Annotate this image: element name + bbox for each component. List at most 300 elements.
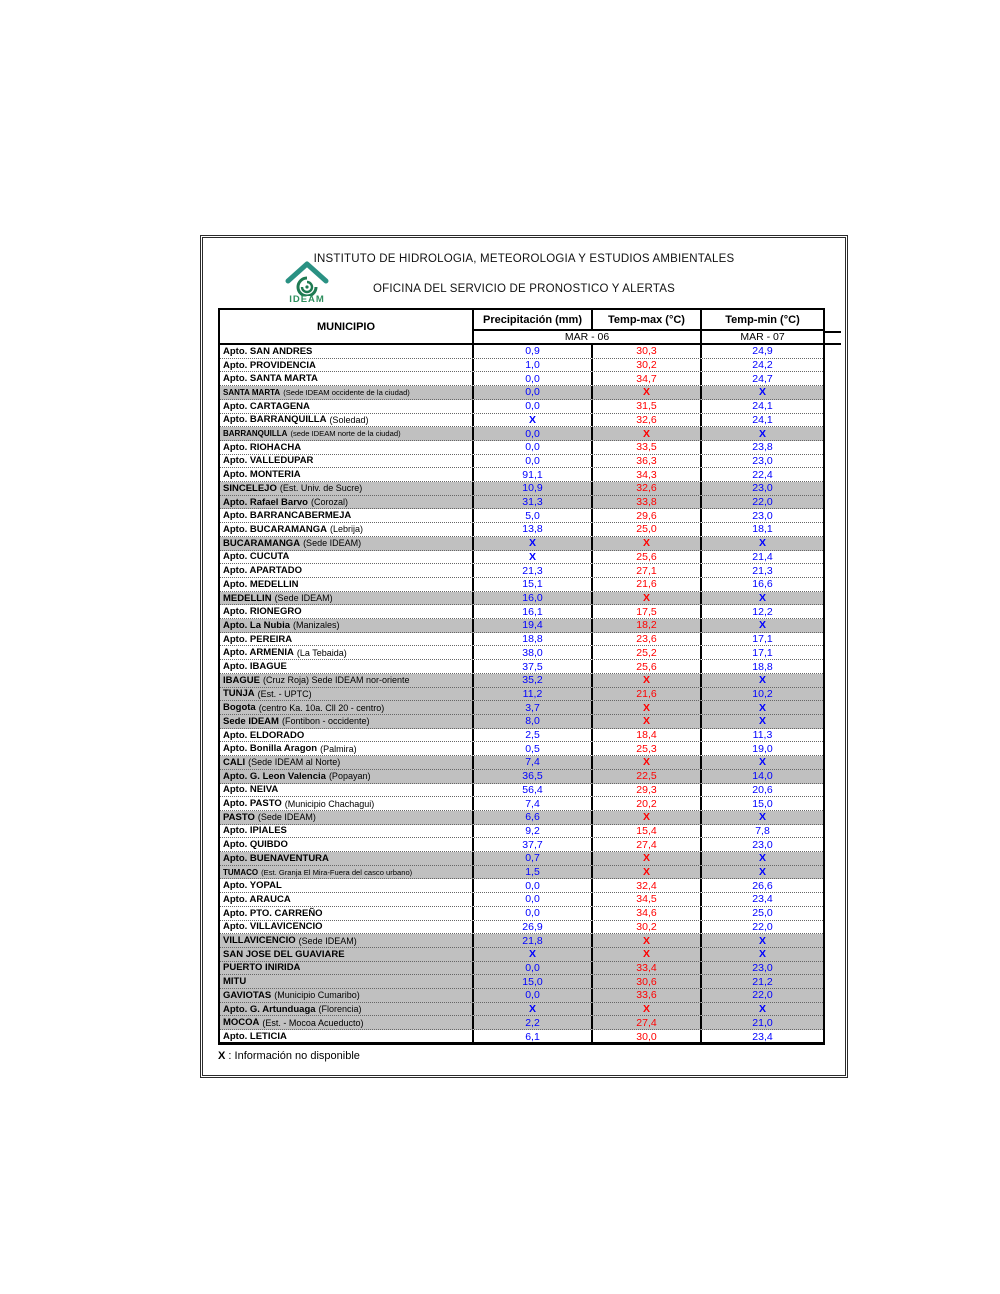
municipio-cell: [220, 838, 474, 851]
temp-max-value: 29,6: [593, 509, 702, 522]
municipio-note: (Municipio Chachagui): [284, 798, 375, 809]
table-header-row1: [474, 310, 823, 331]
temp-min-value: 17,1: [752, 633, 773, 646]
precipitacion-value: 31,3: [474, 496, 593, 509]
municipio-cell: [220, 742, 474, 755]
temp-max-value: 34,3: [593, 468, 702, 481]
municipio-name: Apto. ARMENIA: [223, 647, 294, 659]
table-row: [220, 345, 823, 359]
municipio-cell: [220, 921, 474, 934]
temp-min-value: 21,0: [752, 1016, 773, 1029]
temp-max-value: 17,5: [593, 605, 702, 618]
table-row: [220, 838, 823, 852]
municipio-cell: [220, 948, 474, 961]
municipio-name: Apto. CARTAGENA: [223, 400, 310, 412]
municipio-note: (Fontibon - occidente): [281, 716, 370, 727]
table-row: [220, 509, 823, 523]
table-row: [220, 400, 823, 414]
precipitacion-value: 15,0: [474, 975, 593, 988]
municipio-note: (Est. - UPTC): [257, 688, 312, 699]
precipitacion-value: 7,4: [474, 756, 593, 769]
municipio-note: (Est. Granja El Mira-Fuera del casco urbano): [261, 867, 413, 877]
municipio-cell: [220, 1003, 474, 1016]
temp-max-value: 33,8: [593, 496, 702, 509]
table-row: [220, 756, 823, 770]
table-subheader-row: [474, 331, 823, 343]
temp-min-value: 24,2: [752, 359, 773, 372]
precipitacion-value: 0,0: [474, 879, 593, 892]
table-row: [220, 701, 823, 715]
precipitacion-value: 7,4: [474, 797, 593, 810]
municipio-name: Apto. PASTO: [223, 798, 282, 810]
municipio-note: (Manizales): [293, 620, 340, 631]
municipio-cell: [220, 715, 474, 728]
municipio-name: TUMACO: [223, 867, 259, 877]
precipitacion-value: 10,9: [474, 482, 593, 495]
municipio-note: (Municipio Cumaribo): [274, 990, 360, 1001]
municipio-note: (Sede IDEAM occidente de la ciudad): [283, 387, 410, 397]
municipio-name: SINCELEJO: [223, 482, 277, 494]
table-row: [220, 633, 823, 647]
table-row: [220, 688, 823, 702]
temp-min-value: X: [758, 715, 766, 728]
table-row: [220, 564, 823, 578]
temp-max-value: 31,5: [593, 400, 702, 413]
legend-text: : Información no disponible: [228, 1050, 360, 1062]
document-frame: [200, 235, 848, 1078]
precipitacion-value: 9,2: [474, 825, 593, 838]
municipio-note: (Sede IDEAM): [274, 593, 333, 603]
temp-min-value: 22,0: [752, 496, 773, 509]
precipitacion-value: X: [474, 537, 593, 550]
table-row: [220, 934, 823, 948]
municipio-note: (Florencia): [318, 1004, 362, 1015]
table-row: [220, 893, 823, 907]
precipitacion-value: 6,6: [474, 811, 593, 824]
municipio-cell: [220, 1030, 474, 1043]
municipio-cell: [220, 345, 474, 358]
municipio-note: (Palmira): [320, 743, 357, 754]
temp-max-value: X: [593, 852, 702, 865]
municipio-name: MEDELLIN: [223, 592, 272, 604]
temp-min-value: 22,0: [752, 989, 773, 1002]
column-header-precipitacion: Precipitación (mm): [474, 310, 593, 329]
temp-min-value: 17,1: [752, 646, 773, 659]
table-row: [220, 414, 823, 428]
municipio-cell: [220, 989, 474, 1002]
municipio-cell: [220, 455, 474, 468]
municipio-name: Apto. ELDORADO: [223, 729, 305, 741]
municipio-name: Apto. BARRANCABERMEJA: [223, 510, 352, 522]
temp-max-value: 30,0: [593, 1030, 702, 1043]
temp-min-value: 21,4: [752, 550, 773, 563]
table-row: [220, 496, 823, 510]
precipitacion-value: 0,5: [474, 742, 593, 755]
temp-max-value: 33,6: [593, 989, 702, 1002]
precipitacion-value: 35,2: [474, 674, 593, 687]
municipio-note: (Sede IDEAM): [298, 935, 357, 946]
municipio-name: SANTA MARTA: [223, 387, 281, 397]
municipio-note: (Popayan): [328, 771, 371, 782]
precipitacion-value: 0,0: [474, 400, 593, 413]
municipio-name: GAVIOTAS: [223, 989, 272, 1001]
table-row: [220, 482, 823, 496]
municipio-name: Apto. PTO. CARREÑO: [223, 907, 323, 919]
temp-min-value: X: [758, 537, 766, 550]
municipio-name: MOCOA: [223, 1017, 260, 1029]
precipitacion-value: 11,2: [474, 688, 593, 701]
precipitacion-value: 8,0: [474, 715, 593, 728]
municipio-cell: [220, 784, 474, 797]
temp-min-value: 21,3: [752, 564, 773, 577]
temp-max-value: 27,4: [593, 1016, 702, 1029]
municipio-cell: [220, 646, 474, 659]
temp-min-value: 23,0: [752, 482, 773, 495]
municipio-note: (Sede IDEAM): [303, 538, 362, 549]
municipio-cell: [220, 1016, 474, 1029]
temp-max-value: X: [593, 537, 702, 550]
legend-note: [218, 1050, 360, 1062]
temp-max-value: X: [593, 674, 702, 687]
temp-max-value: 25,0: [593, 523, 702, 536]
temp-min-value: X: [758, 852, 766, 865]
table-row: [220, 797, 823, 811]
municipio-name: Apto. VALLEDUPAR: [223, 455, 314, 467]
municipio-name: Apto. RIONEGRO: [223, 606, 302, 618]
municipio-name: Apto. IBAGUE: [223, 661, 287, 673]
municipio-cell: [220, 797, 474, 810]
municipio-cell: [220, 619, 474, 632]
column-header-temp-max: Temp-max (°C): [593, 310, 702, 329]
municipio-cell: [220, 879, 474, 892]
temp-min-value: 24,9: [752, 345, 773, 358]
institute-title: INSTITUTO DE HIDROLOGIA, METEOROLOGIA Y ESTUDIOS AMBIENTALES: [313, 253, 735, 265]
table-row: [220, 674, 823, 688]
temp-max-value: X: [593, 386, 702, 399]
municipio-cell: [220, 509, 474, 522]
table-row: [220, 742, 823, 756]
temp-max-value: 33,5: [593, 441, 702, 454]
municipio-note: (Est. Univ. de Sucre): [279, 483, 363, 494]
table-row: [220, 989, 823, 1003]
table-row: [220, 646, 823, 660]
temp-min-value: 12,2: [752, 605, 773, 618]
temp-min-value: 18,1: [752, 523, 773, 536]
municipio-name: Apto. VILLAVICENCIO: [223, 921, 323, 933]
municipio-cell: [220, 605, 474, 618]
column-header-municipio: MUNICIPIO: [220, 310, 474, 343]
temp-min-value: 23,8: [752, 441, 773, 454]
municipio-cell: [220, 633, 474, 646]
municipio-cell: [220, 482, 474, 495]
temp-max-value: X: [593, 701, 702, 714]
municipio-cell: [220, 372, 474, 385]
temp-min-value: 24,1: [752, 413, 773, 426]
municipio-note: (Sede IDEAM al Norte): [248, 757, 341, 768]
precipitacion-value: 1,0: [474, 359, 593, 372]
municipio-note: (Corozal): [311, 497, 349, 508]
table-row: [220, 455, 823, 469]
precipitacion-value: 38,0: [474, 646, 593, 659]
precipitacion-value: 16,0: [474, 592, 593, 605]
temp-min-value: 21,2: [752, 975, 773, 988]
temp-min-value: 7,8: [755, 824, 770, 837]
table-row: [220, 592, 823, 606]
table-row: [220, 427, 823, 441]
temp-max-value: 30,2: [593, 359, 702, 372]
municipio-name: Apto. BUCARAMANGA: [223, 523, 327, 535]
precipitacion-value: 2,2: [474, 1016, 593, 1029]
precipitacion-value: 18,8: [474, 633, 593, 646]
precipitacion-value: 5,0: [474, 509, 593, 522]
table-row: [220, 1016, 823, 1030]
municipio-cell: [220, 564, 474, 577]
municipio-name: Apto. ARAUCA: [223, 893, 291, 905]
precipitacion-value: 37,7: [474, 838, 593, 851]
municipio-name: Apto. Rafael Barvo: [223, 496, 308, 508]
table-row: [220, 825, 823, 839]
municipio-name: Apto. RIOHACHA: [223, 441, 302, 453]
municipio-cell: [220, 468, 474, 481]
temp-min-value: 20,6: [752, 783, 773, 796]
precipitacion-value: 0,0: [474, 372, 593, 385]
municipio-cell: [220, 414, 474, 427]
precipitacion-value: 0,0: [474, 962, 593, 975]
municipio-name: Apto. PEREIRA: [223, 633, 293, 645]
temp-min-value: X: [758, 592, 766, 604]
precipitacion-value: 21,8: [474, 934, 593, 947]
temp-max-value: 21,6: [593, 688, 702, 701]
table-row: [220, 729, 823, 743]
municipio-cell: [220, 688, 474, 701]
precipitacion-value: 0,0: [474, 989, 593, 1002]
municipio-name: Apto. BUENAVENTURA: [223, 852, 329, 864]
table-row: [220, 372, 823, 386]
temp-min-value: 26,6: [752, 879, 773, 892]
precipitacion-value: 15,1: [474, 578, 593, 591]
temp-min-value: X: [758, 866, 766, 879]
table-row: [220, 660, 823, 674]
table-row: [220, 619, 823, 633]
municipio-cell: [220, 523, 474, 536]
temp-max-value: 32,6: [593, 482, 702, 495]
municipio-note: (sede IDEAM norte de la ciudad): [290, 429, 401, 439]
temp-min-value: 10,2: [752, 687, 773, 700]
municipio-cell: [220, 674, 474, 687]
municipio-cell: [220, 400, 474, 413]
temp-max-value: 27,1: [593, 564, 702, 577]
table-row: [220, 441, 823, 455]
municipio-cell: [220, 578, 474, 591]
municipio-note: (Soledad): [329, 414, 369, 425]
temp-min-value: 23,0: [752, 961, 773, 974]
table-row: [220, 770, 823, 784]
temp-max-value: 30,6: [593, 975, 702, 988]
municipio-name: Apto. CUCUTA: [223, 551, 290, 563]
precipitacion-value: 91,1: [474, 468, 593, 481]
temp-max-value: 32,6: [593, 414, 702, 427]
precipitacion-value: X: [474, 948, 593, 961]
temp-max-value: 33,4: [593, 962, 702, 975]
temp-min-value: 11,3: [752, 729, 773, 742]
municipio-note: (Lebrija): [329, 524, 363, 535]
municipio-name: Apto. LETICIA: [223, 1031, 287, 1042]
temp-min-value: 19,0: [752, 742, 773, 755]
temp-max-value: 32,4: [593, 879, 702, 892]
temp-max-value: X: [593, 427, 702, 440]
municipio-cell: [220, 852, 474, 865]
municipio-name: Apto. G. Leon Valencia: [223, 770, 326, 782]
municipio-name: Apto. MEDELLIN: [223, 578, 299, 590]
temp-max-value: 20,2: [593, 797, 702, 810]
temp-min-value: 18,8: [752, 660, 773, 673]
municipio-name: Apto. NEIVA: [223, 784, 279, 796]
temp-min-value: 15,0: [752, 797, 773, 810]
ideam-logo-text: IDEAM: [289, 294, 325, 305]
temp-max-value: 15,4: [593, 825, 702, 838]
weather-table: [218, 308, 825, 1045]
temp-min-value: 25,0: [752, 907, 773, 920]
temp-min-value: 23,0: [752, 838, 773, 851]
table-row: [220, 866, 823, 880]
subheader-mar-06: MAR - 06: [474, 331, 702, 343]
municipio-name: Apto. SAN ANDRES: [223, 345, 313, 357]
municipio-name: Apto. SANTA MARTA: [223, 373, 318, 385]
municipio-note: (La Tebaida): [296, 647, 347, 658]
temp-min-value: 24,1: [752, 400, 773, 413]
temp-min-value: X: [758, 756, 766, 769]
precipitacion-value: 26,9: [474, 921, 593, 934]
temp-max-value: X: [593, 866, 702, 879]
precipitacion-value: 19,4: [474, 619, 593, 632]
table-row: [220, 811, 823, 825]
table-body: [220, 345, 823, 1043]
municipio-name: Apto. BARRANQUILLA: [223, 414, 327, 426]
temp-max-value: 34,6: [593, 907, 702, 920]
temp-max-value: 34,5: [593, 893, 702, 906]
temp-min-value: X: [758, 934, 766, 947]
municipio-cell: [220, 770, 474, 783]
municipio-name: Apto. G. Artunduaga: [223, 1003, 316, 1015]
municipio-name: Apto. QUIBDO: [223, 839, 288, 851]
municipio-name: BUCARAMANGA: [223, 537, 301, 549]
temp-max-value: 27,4: [593, 838, 702, 851]
table-row: [220, 468, 823, 482]
temp-max-value: X: [593, 811, 702, 824]
municipio-cell: [220, 359, 474, 372]
municipio-name: Apto. Bonilla Aragon: [223, 743, 318, 755]
temp-min-value: 14,0: [752, 770, 773, 783]
precipitacion-value: X: [474, 1003, 593, 1016]
municipio-cell: [220, 701, 474, 714]
temp-max-value: 25,3: [593, 742, 702, 755]
table-row: [220, 975, 823, 989]
table-row: [220, 907, 823, 921]
municipio-name: Apto. PROVIDENCIA: [223, 359, 316, 371]
table-header: [220, 310, 823, 345]
municipio-cell: [220, 551, 474, 564]
table-row: [220, 852, 823, 866]
temp-max-value: 25,6: [593, 660, 702, 673]
temp-max-value: 34,7: [593, 372, 702, 385]
table-row: [220, 879, 823, 893]
table-row: [220, 605, 823, 619]
temp-min-value: 22,4: [752, 468, 773, 481]
column-header-temp-min: Temp-min (°C): [725, 313, 800, 326]
precipitacion-value: 1,5: [474, 866, 593, 879]
municipio-cell: [220, 537, 474, 550]
table-row: [220, 715, 823, 729]
temp-min-value: X: [758, 427, 766, 440]
temp-min-value: 24,7: [752, 372, 773, 385]
municipio-name: Apto. APARTADO: [223, 565, 302, 577]
temp-min-value: 23,4: [752, 1030, 773, 1043]
temp-max-value: X: [593, 592, 702, 605]
precipitacion-value: X: [474, 414, 593, 427]
municipio-name: Apto. MONTERIA: [223, 469, 301, 481]
municipio-cell: [220, 496, 474, 509]
precipitacion-value: 0,7: [474, 852, 593, 865]
municipio-name: BARRANQUILLA: [223, 429, 288, 439]
municipio-cell: [220, 811, 474, 824]
precipitacion-value: 0,0: [474, 441, 593, 454]
subheader-mar-07: MAR - 07: [740, 331, 785, 343]
temp-min-value: X: [758, 701, 766, 714]
municipio-name: PUERTO INIRIDA: [223, 962, 301, 974]
temp-max-value: 21,6: [593, 578, 702, 591]
municipio-name: Apto. YOPAL: [223, 880, 282, 892]
municipio-cell: [220, 893, 474, 906]
precipitacion-value: 36,5: [474, 770, 593, 783]
municipio-cell: [220, 866, 474, 879]
temp-min-value: X: [758, 811, 766, 824]
municipio-name: VILLAVICENCIO: [223, 935, 296, 947]
precipitacion-value: 0,0: [474, 427, 593, 440]
temp-max-value: X: [593, 715, 702, 728]
temp-max-value: 29,3: [593, 784, 702, 797]
precipitacion-value: 6,1: [474, 1030, 593, 1043]
temp-min-value: X: [758, 1003, 766, 1016]
temp-min-value: X: [758, 619, 766, 632]
municipio-cell: [220, 441, 474, 454]
table-row: [220, 948, 823, 962]
table-row: [220, 523, 823, 537]
municipio-name: Bogota: [223, 702, 256, 714]
municipio-name: TUNJA: [223, 688, 255, 700]
temp-max-value: 25,2: [593, 646, 702, 659]
precipitacion-value: 0,0: [474, 386, 593, 399]
precipitacion-value: 3,7: [474, 701, 593, 714]
municipio-cell: [220, 825, 474, 838]
temp-min-value: X: [758, 948, 766, 961]
table-row: [220, 962, 823, 976]
table-row: [220, 784, 823, 798]
temp-max-value: X: [593, 948, 702, 961]
municipio-note: (centro Ka. 10a. Cll 20 - centro): [258, 702, 385, 713]
temp-max-value: 18,2: [593, 619, 702, 632]
municipio-note: (Est. - Mocoa Acueducto): [262, 1017, 364, 1028]
table-row: [220, 551, 823, 565]
precipitacion-value: 0,9: [474, 345, 593, 358]
temp-min-value: 23,0: [752, 454, 773, 467]
precipitacion-value: 0,0: [474, 455, 593, 468]
precipitacion-value: 0,0: [474, 907, 593, 920]
municipio-cell: [220, 962, 474, 975]
table-row: [220, 1030, 823, 1043]
table-row: [220, 1003, 823, 1017]
precipitacion-value: 37,5: [474, 660, 593, 673]
temp-min-value: 22,0: [752, 920, 773, 933]
